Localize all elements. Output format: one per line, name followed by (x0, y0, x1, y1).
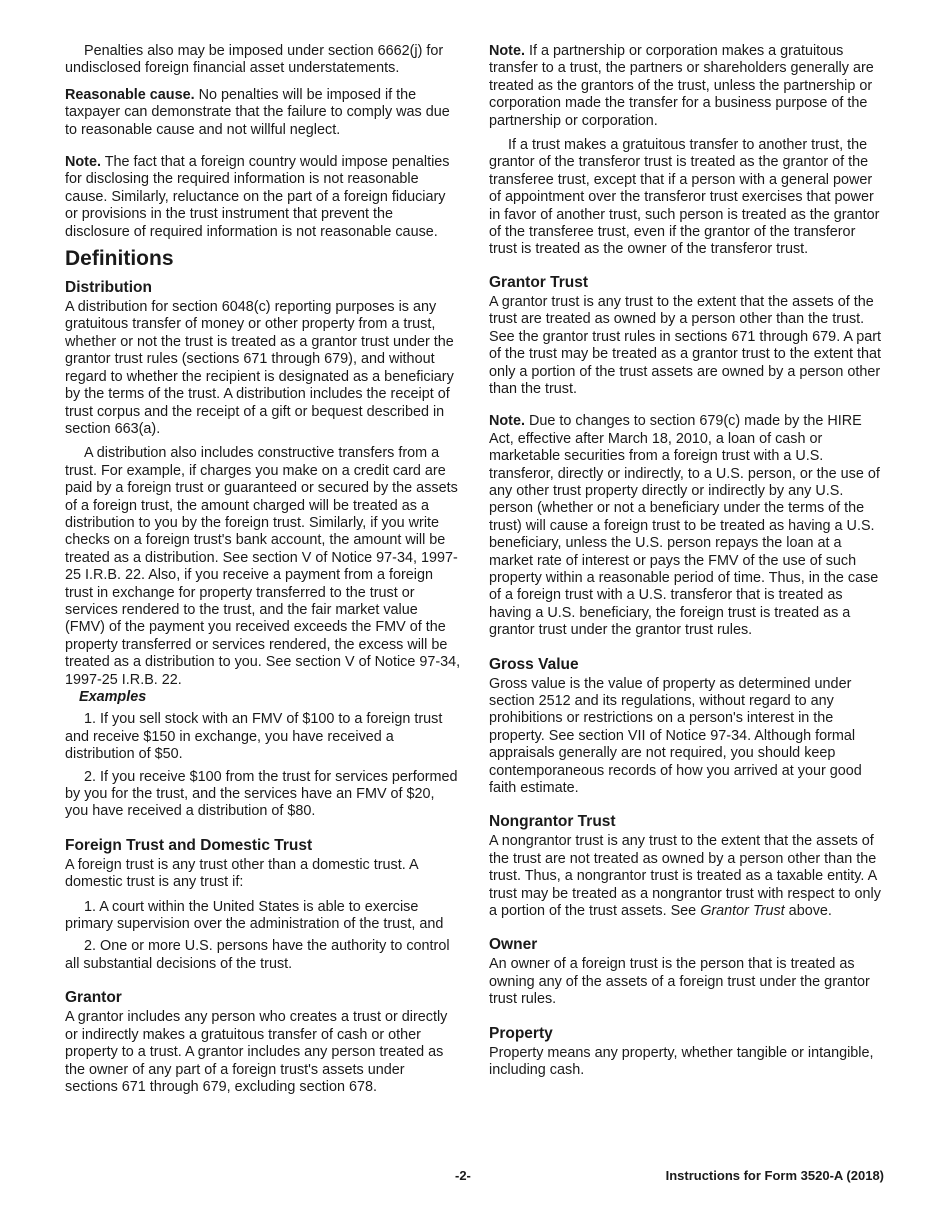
example-1: 1. If you sell stock with an FMV of $100 to a foreign trust and receive $150 in exchange, you have received a distribution of $50. (65, 711, 443, 763)
distribution-heading: Distribution (65, 279, 152, 297)
form-title: Instructions for Form 3520-A (2018) (665, 1168, 884, 1183)
grantor-trust-heading: Grantor Trust (489, 273, 589, 291)
partnership-note-paragraph (489, 43, 885, 130)
hire-act-note-label: Note. (489, 413, 525, 430)
gross-value-paragraph: Gross value is the value of property as determined under section 2512 and its regulations, without regard to any prohibitions or restrictions on a person's interest in the property. See section VII of Notice 97-34. Although formal appraisals generally are not required, you should keep contemporaneous records of how you arrived at your good faith estimate. (489, 675, 862, 797)
hire-act-note-paragraph (489, 413, 885, 639)
nongrantor-trust-paragraph (489, 833, 885, 920)
grantor-trust-reference: Grantor Trust (700, 903, 785, 920)
owner-paragraph: An owner of a foreign trust is the person that is treated as owning any of the assets of a foreign trust under the grantor trust rules. (489, 956, 870, 1008)
note-text: The fact that a foreign country would impose penalties for disclosing the required information is not reasonable cause. Similarly, reluctance on the part of a foreign fiduciary or provisions in the trust instrument that prevent the disclosure of required information is not reasonable cause. (65, 154, 450, 240)
owner-heading: Owner (489, 936, 538, 954)
examples-heading: Examples (79, 689, 147, 705)
foreign-trust-item-1: 1. A court within the United States is able to exercise primary supervision over the administration of the trust, and (65, 898, 444, 933)
note-paragraph (65, 154, 461, 241)
note-label: Note. (65, 154, 101, 171)
right-column (489, 40, 885, 1080)
foreign-trust-heading: Foreign Trust and Domestic Trust (65, 836, 313, 854)
foreign-trust-paragraph: A foreign trust is any trust other than a domestic trust. A domestic trust is any trust if: (65, 856, 418, 891)
grantor-heading: Grantor (65, 989, 122, 1007)
partnership-note-text: If a partnership or corporation makes a gratuitous transfer to a trust, the partners or shareholders generally are treated as the grantors of the trust, unless the partnership or corporation made the transfer for a business purpose of the partnership or corporation. (489, 43, 874, 129)
foreign-trust-item-2: 2. One or more U.S. persons have the authority to control all substantial decisions of the trust. (65, 938, 450, 972)
definitions-heading: Definitions (65, 247, 174, 271)
grantor-trust-paragraph: A grantor trust is any trust to the extent that the assets of the trust are treated as owned by a person other than the trust. See the grantor trust rules in sections 671 through 679. A part of the trust may be treated as a grantor trust to the extent that only a portion of the trust assets are owned by a person other than the trust. (489, 293, 881, 397)
penalties-paragraph: Penalties also may be imposed under section 6662(j) for undisclosed foreign financial asset understatements. (65, 43, 444, 77)
left-column (65, 40, 461, 1096)
nongrantor-text-a: A nongrantor trust is any trust to the extent that the assets of the trust are not treated as owned by a person other than the trust. Thus, a nongrantor trust is treated as a taxable entity. A trust may be treated as a nongrantor trust with respect to only a portion of the trust assets. See (489, 833, 881, 920)
property-heading: Property (489, 1024, 553, 1042)
reasonable-cause-paragraph (65, 87, 461, 139)
reasonable-cause-text: No penalties will be imposed if the taxpayer can demonstrate that the failure to comply was due to reasonable cause and not willful neglect. (65, 86, 450, 138)
hire-act-note-text: Due to changes to section 679(c) made by the HIRE Act, effective after March 18, 2010, a loan of cash or marketable securities from a foreign trust with a U.S. transferor, directly or indirectly, to a U.S. person, or the use of any other trust property directly or indirectly by any U.S. person (whether or not a beneficiary under the terms of the trust) will cause a foreign trust to be treated as having a U.S. beneficiary, unless the U.S. person repays the loan at a market rate of interest or pays the FMV of the use of such property within a reasonable period of time. Thus, in the case of a foreign trust with a U.S. transferor that is treated as having a U.S. beneficiary, the foreign trust is treated as a grantor trust under the grantor trust rules. (489, 413, 880, 639)
trust-transfer-paragraph: If a trust makes a gratuitous transfer to another trust, the grantor of the transferor trust is treated as the grantor of the transferee trust, except that if a person with a general power of appointment over the transferor trust exercises that power in favor of another trust, such person is treated as the grantor of the transferee trust, even if the grantor of the transferor trust is treated as the owner of the transferor trust. (489, 137, 880, 258)
grantor-paragraph: A grantor includes any person who creates a trust or directly or indirectly makes a gratuitous transfer of cash or other property to a trust. A grantor includes any person treated as the owner of any part of a foreign trust's assets under sections 671 through 679, excluding section 678. (65, 1009, 448, 1095)
page-number: -2- (455, 1168, 471, 1183)
example-2: 2. If you receive $100 from the trust for services performed by you for the trust, and the services have an FMV of $20, you have received a distribution of $80. (65, 768, 458, 820)
reasonable-cause-label: Reasonable cause. (65, 86, 195, 103)
partnership-note-label: Note. (489, 43, 525, 59)
property-paragraph: Property means any property, whether tangible or intangible, including cash. (489, 1044, 874, 1079)
distribution-paragraph-2: A distribution also includes constructive transfers from a trust. For example, if charges you make on a credit card are paid by a foreign trust or guaranteed or secured by the assets of a foreign trust, the amount charged will be treated as a distribution to you by the foreign trust. Similarly, if you write checks on a foreign trust's bank account, the amount will be treated as a distribution. See section V of Notice 97-34, 1997-25 I.R.B. 22. Also, if you receive a payment from a foreign trust in exchange for property transferred to the trust or services rendered to the trust, and the fair market value (FMV) of the payment you received exceeds the FMV of the property transferred or services rendered, the excess will be treated as a distribution to you. See section V of Notice 97-34, 1997-25 I.R.B. 22. (65, 445, 461, 688)
nongrantor-text-b: above. (784, 903, 832, 920)
gross-value-heading: Gross Value (489, 655, 579, 673)
distribution-paragraph-1: A distribution for section 6048(c) reporting purposes is any gratuitous transfer of money or other property from a trust, whether or not the trust is treated as a grantor trust under the grantor trust rules (sections 671 through 679), and without regard to whether the recipient is designated as a beneficiary by the terms of the trust. A distribution includes the receipt of trust corpus and the receipt of a gift or bequest described in section 663(a). (65, 299, 454, 437)
nongrantor-trust-heading: Nongrantor Trust (489, 813, 616, 831)
